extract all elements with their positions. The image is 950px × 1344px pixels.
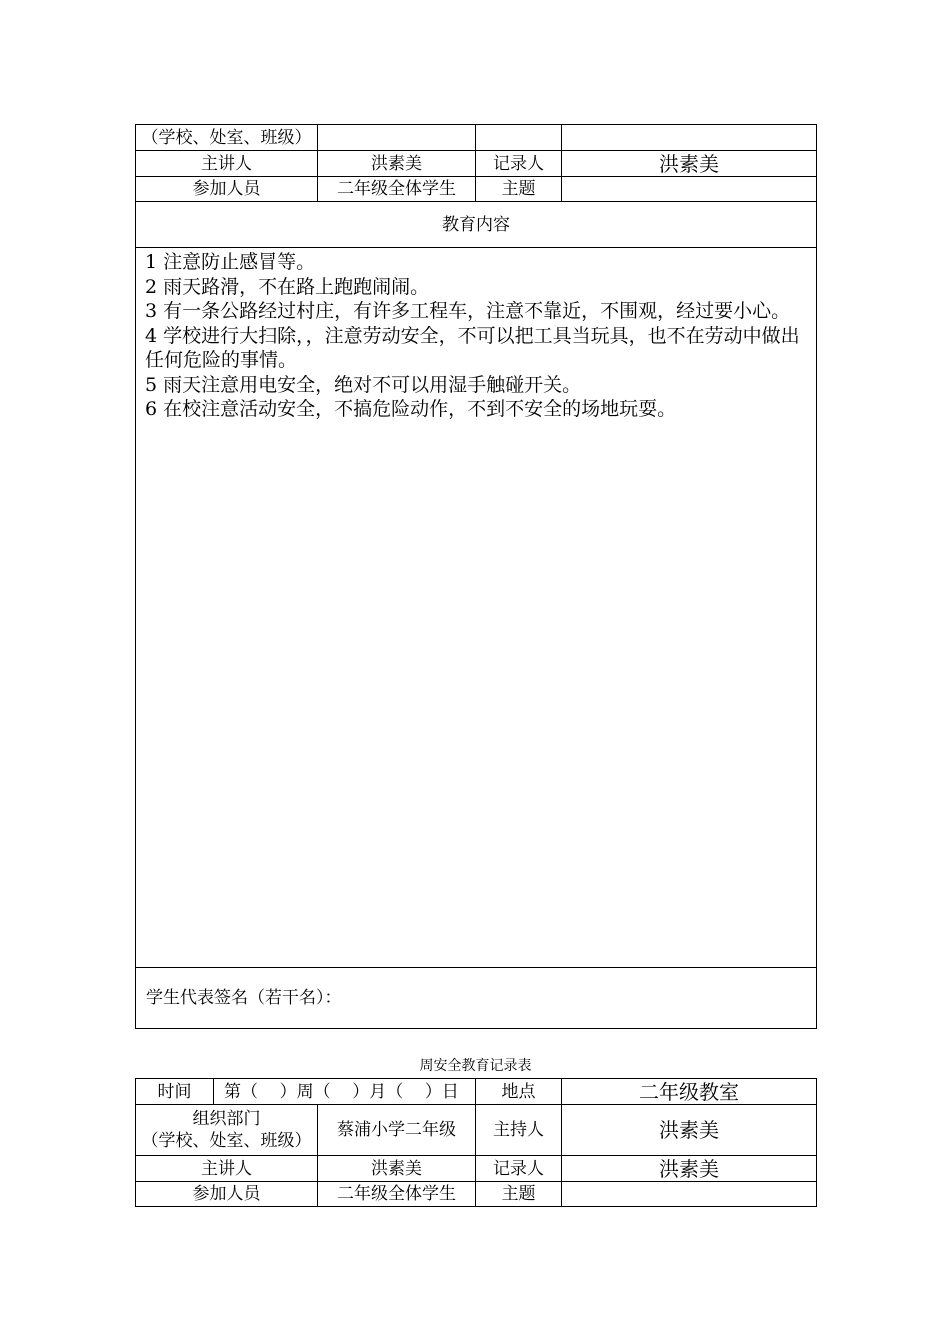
speaker-value: 洪素美 bbox=[318, 151, 476, 177]
participants-label: 参加人员 bbox=[136, 1182, 318, 1207]
host-label-empty bbox=[476, 125, 562, 151]
host-value bbox=[562, 125, 817, 151]
org-label bbox=[136, 1105, 318, 1156]
education-content bbox=[136, 248, 817, 968]
content-item: 6 在校注意活动安全，不搞危险动作，不到不安全的场地玩耍。 bbox=[145, 398, 677, 420]
content-item: 1 注意防止感冒等。 bbox=[145, 251, 316, 273]
host-label: 主持人 bbox=[476, 1105, 562, 1156]
topic-label: 主题 bbox=[476, 177, 562, 202]
time-value: 第（ ）周（ ）月（ ）日 bbox=[214, 1079, 476, 1105]
recorder-label: 记录人 bbox=[476, 151, 562, 177]
table-title: 周安全教育记录表 bbox=[419, 1058, 532, 1074]
org-label-line1: 组织部门 bbox=[192, 1109, 261, 1129]
org-label-continued: （学校、处室、班级） bbox=[136, 125, 318, 151]
topic-value bbox=[562, 177, 817, 202]
org-value bbox=[318, 125, 476, 151]
participants-value: 二年级全体学生 bbox=[318, 1182, 476, 1207]
speaker-value: 洪素美 bbox=[318, 1156, 476, 1182]
recorder-value: 洪素美 bbox=[562, 151, 817, 177]
place-label: 地点 bbox=[476, 1079, 562, 1105]
org-value: 蔡浦小学二年级 bbox=[318, 1105, 476, 1156]
topic-label: 主题 bbox=[476, 1182, 562, 1207]
participants-label: 参加人员 bbox=[136, 177, 318, 202]
recorder-value: 洪素美 bbox=[562, 1156, 817, 1182]
topic-value bbox=[562, 1182, 817, 1207]
safety-record-table-continued bbox=[135, 124, 817, 1029]
content-header: 教育内容 bbox=[136, 202, 817, 248]
org-label-line2: （学校、处室、班级） bbox=[141, 1131, 312, 1151]
time-label: 时间 bbox=[136, 1079, 214, 1105]
content-item: 3 有一条公路经过村庄，有许多工程车，注意不靠近，不围观，经过要小心。 bbox=[145, 300, 791, 322]
content-item: 4 学校进行大扫除，，注意劳动安全，不可以把工具当玩具，也不在劳动中做出任何危险的事情。 bbox=[145, 324, 800, 371]
content-item: 5 雨天注意用电安全，绝对不可以用湿手触碰开关。 bbox=[145, 373, 582, 396]
host-value: 洪素美 bbox=[562, 1105, 817, 1156]
place-value: 二年级教室 bbox=[562, 1079, 817, 1105]
participants-value: 二年级全体学生 bbox=[318, 177, 476, 202]
speaker-label: 主讲人 bbox=[136, 151, 318, 177]
safety-record-table bbox=[135, 1078, 817, 1207]
recorder-label: 记录人 bbox=[476, 1156, 562, 1182]
content-item: 2 雨天路滑，不在路上跑跑闹闹。 bbox=[145, 275, 430, 298]
speaker-label: 主讲人 bbox=[136, 1156, 318, 1182]
student-signature-field: 学生代表签名（若干名）： bbox=[136, 968, 817, 1029]
